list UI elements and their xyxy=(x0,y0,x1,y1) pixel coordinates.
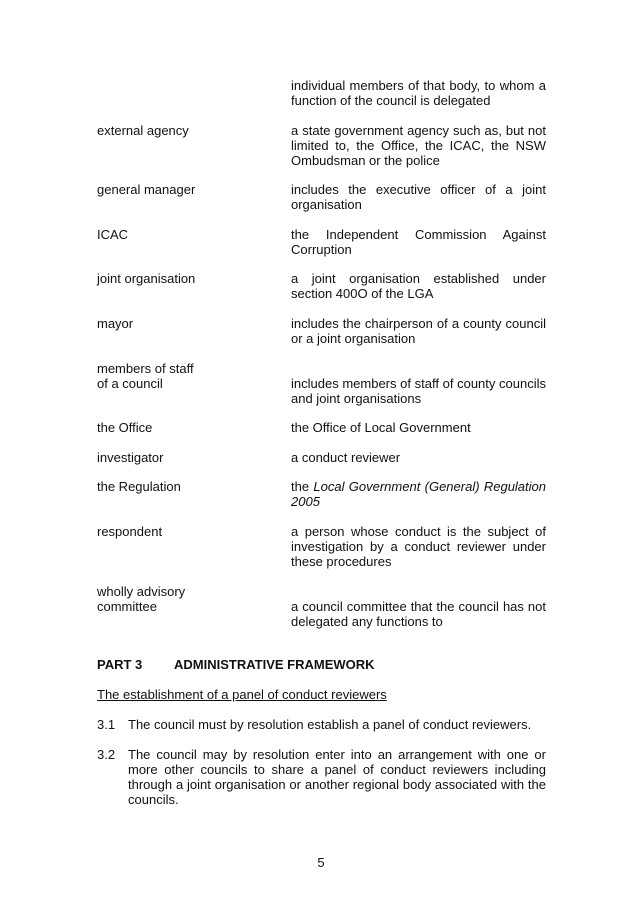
definition-term: the Regulation xyxy=(97,479,181,494)
definition-term: general manager xyxy=(97,182,196,197)
part-label: PART 3 xyxy=(97,657,143,672)
regulation-title: Local Government (General) Regulation 2005 xyxy=(291,479,546,509)
definition-term: ICAC xyxy=(97,227,129,242)
clause-number: 3.2 xyxy=(97,747,116,762)
clause-text: The council must by resolution establish a panel of conduct reviewers. xyxy=(128,717,532,732)
definition-text xyxy=(291,479,546,509)
part-heading xyxy=(97,657,375,672)
definition-term: the Office xyxy=(97,420,153,435)
definition-prefix: the xyxy=(291,479,314,494)
definition-term: external agency xyxy=(97,123,189,138)
definition-term: respondent xyxy=(97,524,163,539)
definition-text: includes the chairperson of a county council or a joint organisation xyxy=(291,316,546,346)
definition-text: individual members of that body, to whom a function of the council is delegated xyxy=(291,78,546,108)
definition-term: investigator xyxy=(97,450,164,465)
clause-number: 3.1 xyxy=(97,717,116,732)
definition-term: joint organisation xyxy=(97,271,196,286)
definition-text: a conduct reviewer xyxy=(291,450,401,465)
definition-text: a council committee that the council has not delegated any functions to xyxy=(291,599,546,629)
definition-text: the Independent Commission Against Corruption xyxy=(291,227,546,257)
definition-term: mayor xyxy=(97,316,134,331)
page-number: 5 xyxy=(317,855,325,870)
clause-text: The council may by resolution enter into an arrangement with one or more other councils to share a panel of conduct reviewers including through a joint organisation or another regional body associated with the councils. xyxy=(128,747,546,807)
definition-term: members of staff of a council xyxy=(97,361,194,391)
definition-text: the Office of Local Government xyxy=(291,420,471,435)
definition-term: wholly advisory committee xyxy=(97,584,186,614)
section-subheading: The establishment of a panel of conduct reviewers xyxy=(97,687,387,702)
definition-text: a person whose conduct is the subject of investigation by a conduct reviewer under these procedures xyxy=(291,524,546,569)
definition-text: a joint organisation established under section 400O of the LGA xyxy=(291,271,546,301)
part-title: ADMINISTRATIVE FRAMEWORK xyxy=(174,657,375,672)
definition-text: includes members of staff of county councils and joint organisations xyxy=(291,376,546,406)
definition-text: includes the executive officer of a joint organisation xyxy=(291,182,546,212)
definition-text: a state government agency such as, but not limited to, the Office, the ICAC, the NSW Ombudsman or the police xyxy=(291,123,546,168)
